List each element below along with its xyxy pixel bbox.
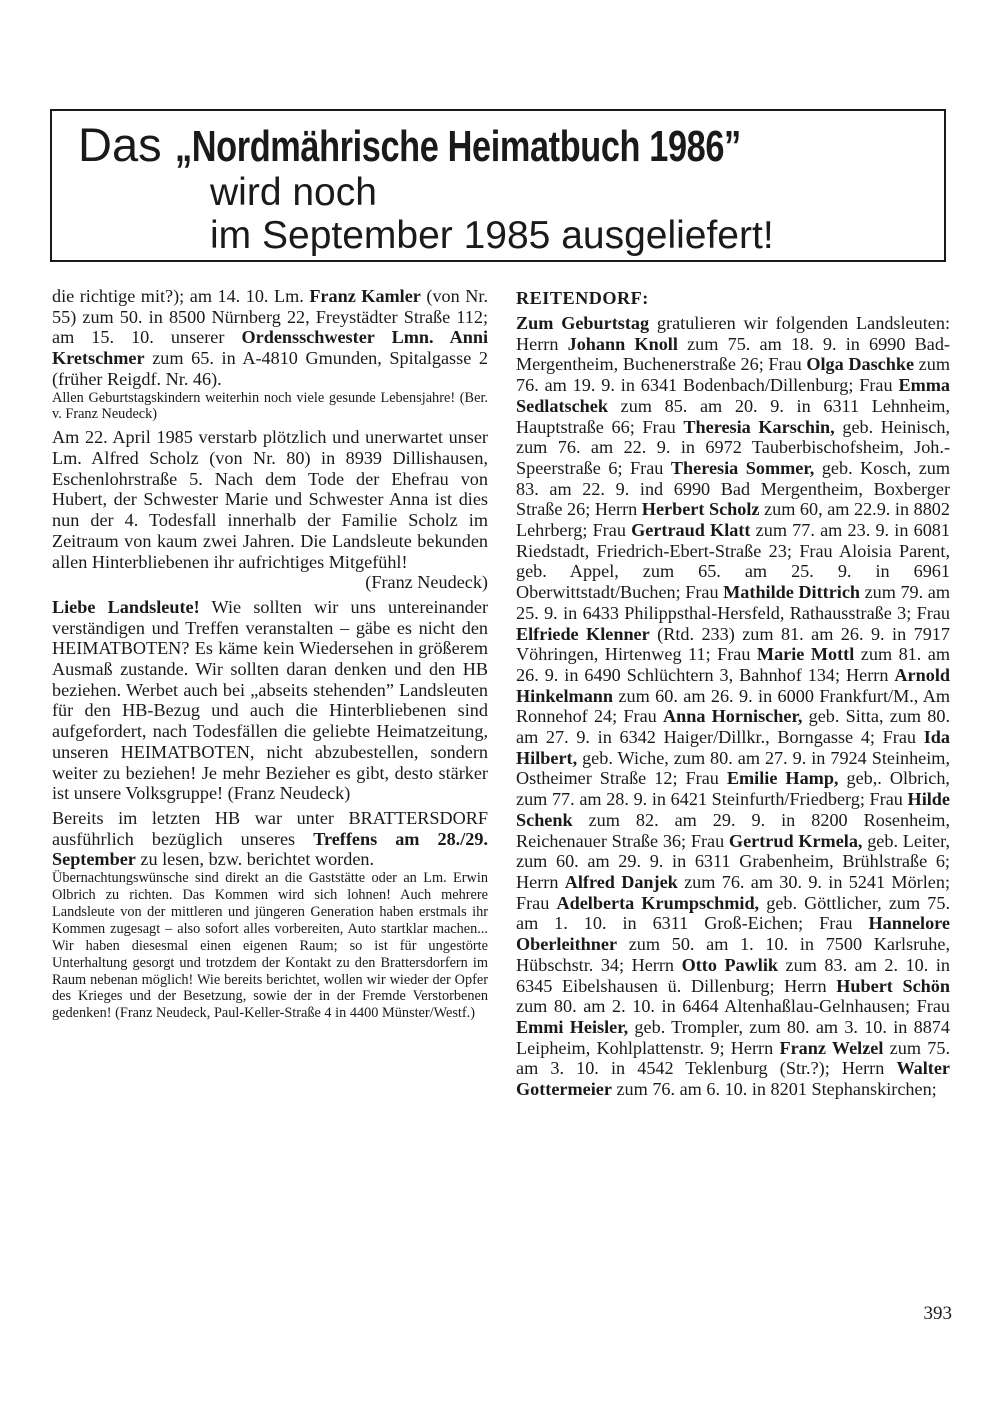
bold-text-run: Emmi Heisler,	[516, 1016, 629, 1037]
text-run: zum 81. am 26. 9. in 6490 Schlüchtern 3, Bahnhof 134; Herrn	[516, 644, 950, 685]
left-paragraph	[52, 870, 488, 1022]
text-run: zum 76. am 30. 9. in 5241 Mörlen; Frau	[516, 871, 950, 913]
text-run: geb. Heinisch, zum 76. am 22. 9. in 6972 Tauberbischofsheim, Joh.-Speerstraße 6; Frau	[516, 416, 950, 478]
left-paragraph	[52, 390, 488, 424]
bold-text-run: Theresia Karschin,	[683, 416, 835, 437]
left-paragraph	[52, 286, 488, 390]
bold-text-run: Elfriede Klenner	[516, 623, 650, 644]
bold-text-run: Hannelore Oberleithner	[516, 913, 950, 955]
text-run: Übernachtungswünsche sind direkt an die Gaststätte oder an Lm. Erwin Olbrich zu richten. Das Kommen wird sich lohnen! Auch mehrere Landsleute von der mittleren und jüngeren Generation haben erstmals ihr Kommen zugesagt – also sofort alles vorbereiten, Auto startklar machen... Wir haben diesesmal einen eigenen Raum; so ist für ungestörte Unterhaltung gesorgt und trotzdem der Kontakt zu den Brattersdorfern im Raum nebenan möglich! Wie bereits berichtet, wollen wir wieder der Opfer des Krieges und der Besetzung, sowie der in der Fremde Verstorbenen gedenken! (Franz Neudeck, Paul-Keller-Straße 4 in 4400 Münster/Westf.)	[52, 870, 488, 1022]
title-banner	[50, 109, 946, 262]
left-column	[52, 286, 488, 1022]
text-run: Allen Geburtstagskindern weiterhin noch viele gesunde Lebensjahre! (Ber. v. Franz Neudeck)	[52, 389, 488, 423]
bold-text-run: Otto Pawlik	[681, 954, 779, 975]
text-run: zum 75. am 18. 9. in 6990 Bad-Mergentheim, Buchenerstraße 26; Frau	[516, 333, 950, 375]
text-run: zum 75. am 3. 10. in 4542 Teklenburg (Str.?); Herrn	[516, 1037, 950, 1079]
text-run: zum 76. am 6. 10. in 8201 Stephanskirchen;	[611, 1079, 937, 1100]
text-run: geb. Göttlicher, zum 75. am 1. 10. in 6311 Groß-Eichen; Frau	[516, 892, 950, 934]
bold-text-run: Ordensschwester Lmn. Anni Kretschmer	[52, 327, 488, 369]
right-column	[516, 286, 950, 1100]
bold-text-run: Liebe Landsleute!	[52, 596, 200, 617]
bold-text-run: Emma Sedlatschek	[516, 375, 950, 416]
text-run: geb. Leiter, zum 60. am 29. 9. in 6311 Grabenheim, Brühlstraße 6; Herrn	[516, 830, 951, 892]
text-run: zu lesen, bzw. berichtet worden.	[135, 849, 375, 870]
bold-text-run: Hubert Schön	[836, 975, 951, 996]
text-run: zum 83. am 2. 10. in 6345 Eibelshausen ü. Dillenburg; Herrn	[516, 954, 951, 996]
bold-text-run: Mathilde Dittrich	[723, 582, 861, 603]
text-run: zum 60. am 26. 9. in 6000 Frankfurt/M., Am Ronnehof 24; Frau	[516, 685, 950, 727]
section-heading-reitendorf: REITENDORF:	[516, 288, 649, 308]
bold-text-run: Johann Knoll	[567, 333, 678, 354]
text-run: (Franz Neudeck)	[365, 572, 488, 593]
bold-text-run: Emilie Hamp,	[726, 768, 839, 789]
text-run: Am 22. April 1985 verstarb plötzlich und unerwartet unser Lm. Alfred Scholz (von Nr. 80) in 8939 Dillishausen, Eschenlohrstraße 5. Nach dem Tode der Ehefrau von Hubert, der Schwester Marie und Schwester Anna ist dies nun der 4. Todesfall innerhalb der Familie Scholz im Zeitraum von kaum zwei Jahren. Die Landsleute bekunden allen Hinterbliebenen ihr aufrichtiges Mitgefühl!	[52, 427, 488, 572]
text-run: geb. Sitta, zum 80. am 27. 9. in 6342 Haiger/Dillkr., Borngasse 4; Frau	[516, 706, 951, 748]
text-run: (von Nr. 55) zum 50. in 8500 Nürnberg 22, Freystädter Straße 112; am 15. 10. unserer	[52, 286, 488, 348]
bold-text-run: Franz Kamler	[309, 286, 421, 306]
banner-line-2: wird noch	[210, 171, 377, 214]
bold-text-run: Franz Welzel	[779, 1037, 884, 1058]
text-run: zum 79. am 25. 9. in 6433 Philippsthal-Hersfeld, Rathausstraße 3; Frau	[516, 582, 950, 623]
birthday-list-paragraph	[516, 313, 950, 1100]
bold-text-run: Marie Mottl	[756, 644, 855, 665]
bold-text-run: Zum Geburtstag	[516, 313, 650, 333]
text-run: zum 76. am 19. 9. in 6341 Bodenbach/Dillenburg; Frau	[516, 354, 950, 396]
bold-text-run: Ida Hilbert,	[516, 727, 950, 768]
banner-book-title: „Nordmährische Heimatbuch 1986”	[174, 122, 741, 171]
text-run: geb. Kosch, zum 83. am 22. 9. ind 6990 Bad Mergentheim, Boxberger Straße 26; Herrn	[516, 457, 951, 520]
text-run: zum 60, am 22.9. in 8802 Lehrberg; Frau	[516, 499, 950, 541]
banner-line-3: im September 1985 ausgeliefert!	[210, 214, 774, 257]
bold-text-run: Theresia Sommer,	[670, 457, 815, 478]
bold-text-run: Gertraud Klatt	[631, 520, 751, 541]
text-run: zum 50. am 1. 10. in 7500 Karlsruhe, Hübschstr. 34; Herrn	[516, 934, 950, 975]
left-paragraph	[52, 572, 488, 593]
bold-text-run: Olga Daschke	[806, 354, 915, 375]
text-run: geb. Wiche, zum 80. am 27. 9. in 7924 Steinheim, Ostheimer Straße 12; Frau	[516, 747, 950, 789]
text-run: geb,. Olbrich, zum 77. am 28. 9. in 6421 Steinfurth/Friedberg; Frau	[516, 768, 950, 810]
left-paragraph	[52, 427, 488, 572]
bold-text-run: Alfred Danjek	[564, 871, 678, 892]
text-run: zum 77. am 23. 9. in 6081 Riedstadt, Friedrich-Ebert-Straße 23; Frau Aloisia Parent, geb. Appel, zum 65. am 25. 9. in 6961 Oberwittstadt/Buchen; Frau	[516, 520, 950, 603]
text-run: gratulieren wir folgenden Landsleuten: Herrn	[516, 313, 950, 354]
left-paragraph	[52, 597, 488, 804]
bold-text-run: Arnold Hinkelmann	[516, 664, 950, 706]
text-run: zum 65. in A-4810 Gmunden, Spitalgasse 2 (früher Reigdf. Nr. 46).	[52, 348, 488, 389]
text-run: zum 85. am 20. 9. in 6311 Lehnheim, Hauptstraße 66; Frau	[516, 395, 950, 437]
left-paragraph	[52, 808, 488, 870]
bold-text-run: Treffens am 28./29. September	[52, 828, 489, 870]
text-run: zum 82. am 29. 9. in 8200 Rosenheim, Reichenauer Straße 36; Frau	[516, 809, 950, 851]
banner-prefix: Das	[78, 118, 175, 171]
bold-text-run: Herbert Scholz	[641, 499, 760, 520]
page-number: 393	[923, 1303, 952, 1324]
text-run: geb. Trompler, zum 80. am 3. 10. in 8874 Leipheim, Kohlplattenstr. 9; Herrn	[516, 1016, 950, 1058]
bold-text-run: Walter Gottermeier	[516, 1058, 950, 1100]
bold-text-run: Anna Hornischer,	[662, 706, 803, 727]
text-run: Bereits im letzten HB war unter BRATTERSDORF ausführlich bezüglich unseres	[52, 807, 488, 849]
bold-text-run: Hilde Schenk	[516, 789, 950, 830]
banner-line-1	[78, 119, 900, 183]
bold-text-run: Gertrud Krmela,	[728, 830, 863, 851]
text-run: Wie sollten wir uns untereinander verständigen und Treffen veranstalten – gäbe es nicht den HEIMATBOTEN? Es käme kein Wiedersehen in größerem Ausmaß zustande. Wir sollten daran denken und den HB beziehen. Werbet auch bei „abseits stehenden” Landsleuten für den HB-Bezug und auch die Hinterbliebenen sind aufgefordert, nach Todesfällen die geliebte Heimatzeitung, unseren HEIMATBOTEN, nicht abzubestellen, sondern weiter zu beziehen! Je mehr Bezieher es gibt, desto stärker ist unsere Volksgruppe! (Franz Neudeck)	[52, 596, 489, 804]
text-run: zum 80. am 2. 10. in 6464 Altenhaßlau-Gelnhausen; Frau	[516, 996, 950, 1017]
text-run: die richtige mit?); am 14. 10. Lm.	[52, 286, 310, 306]
bold-text-run: Adelberta Krumpschmid,	[556, 892, 760, 913]
text-run: (Rtd. 233) zum 81. am 26. 9. in 7917 Vöhringen, Hirtenweg 11; Frau	[516, 623, 950, 665]
